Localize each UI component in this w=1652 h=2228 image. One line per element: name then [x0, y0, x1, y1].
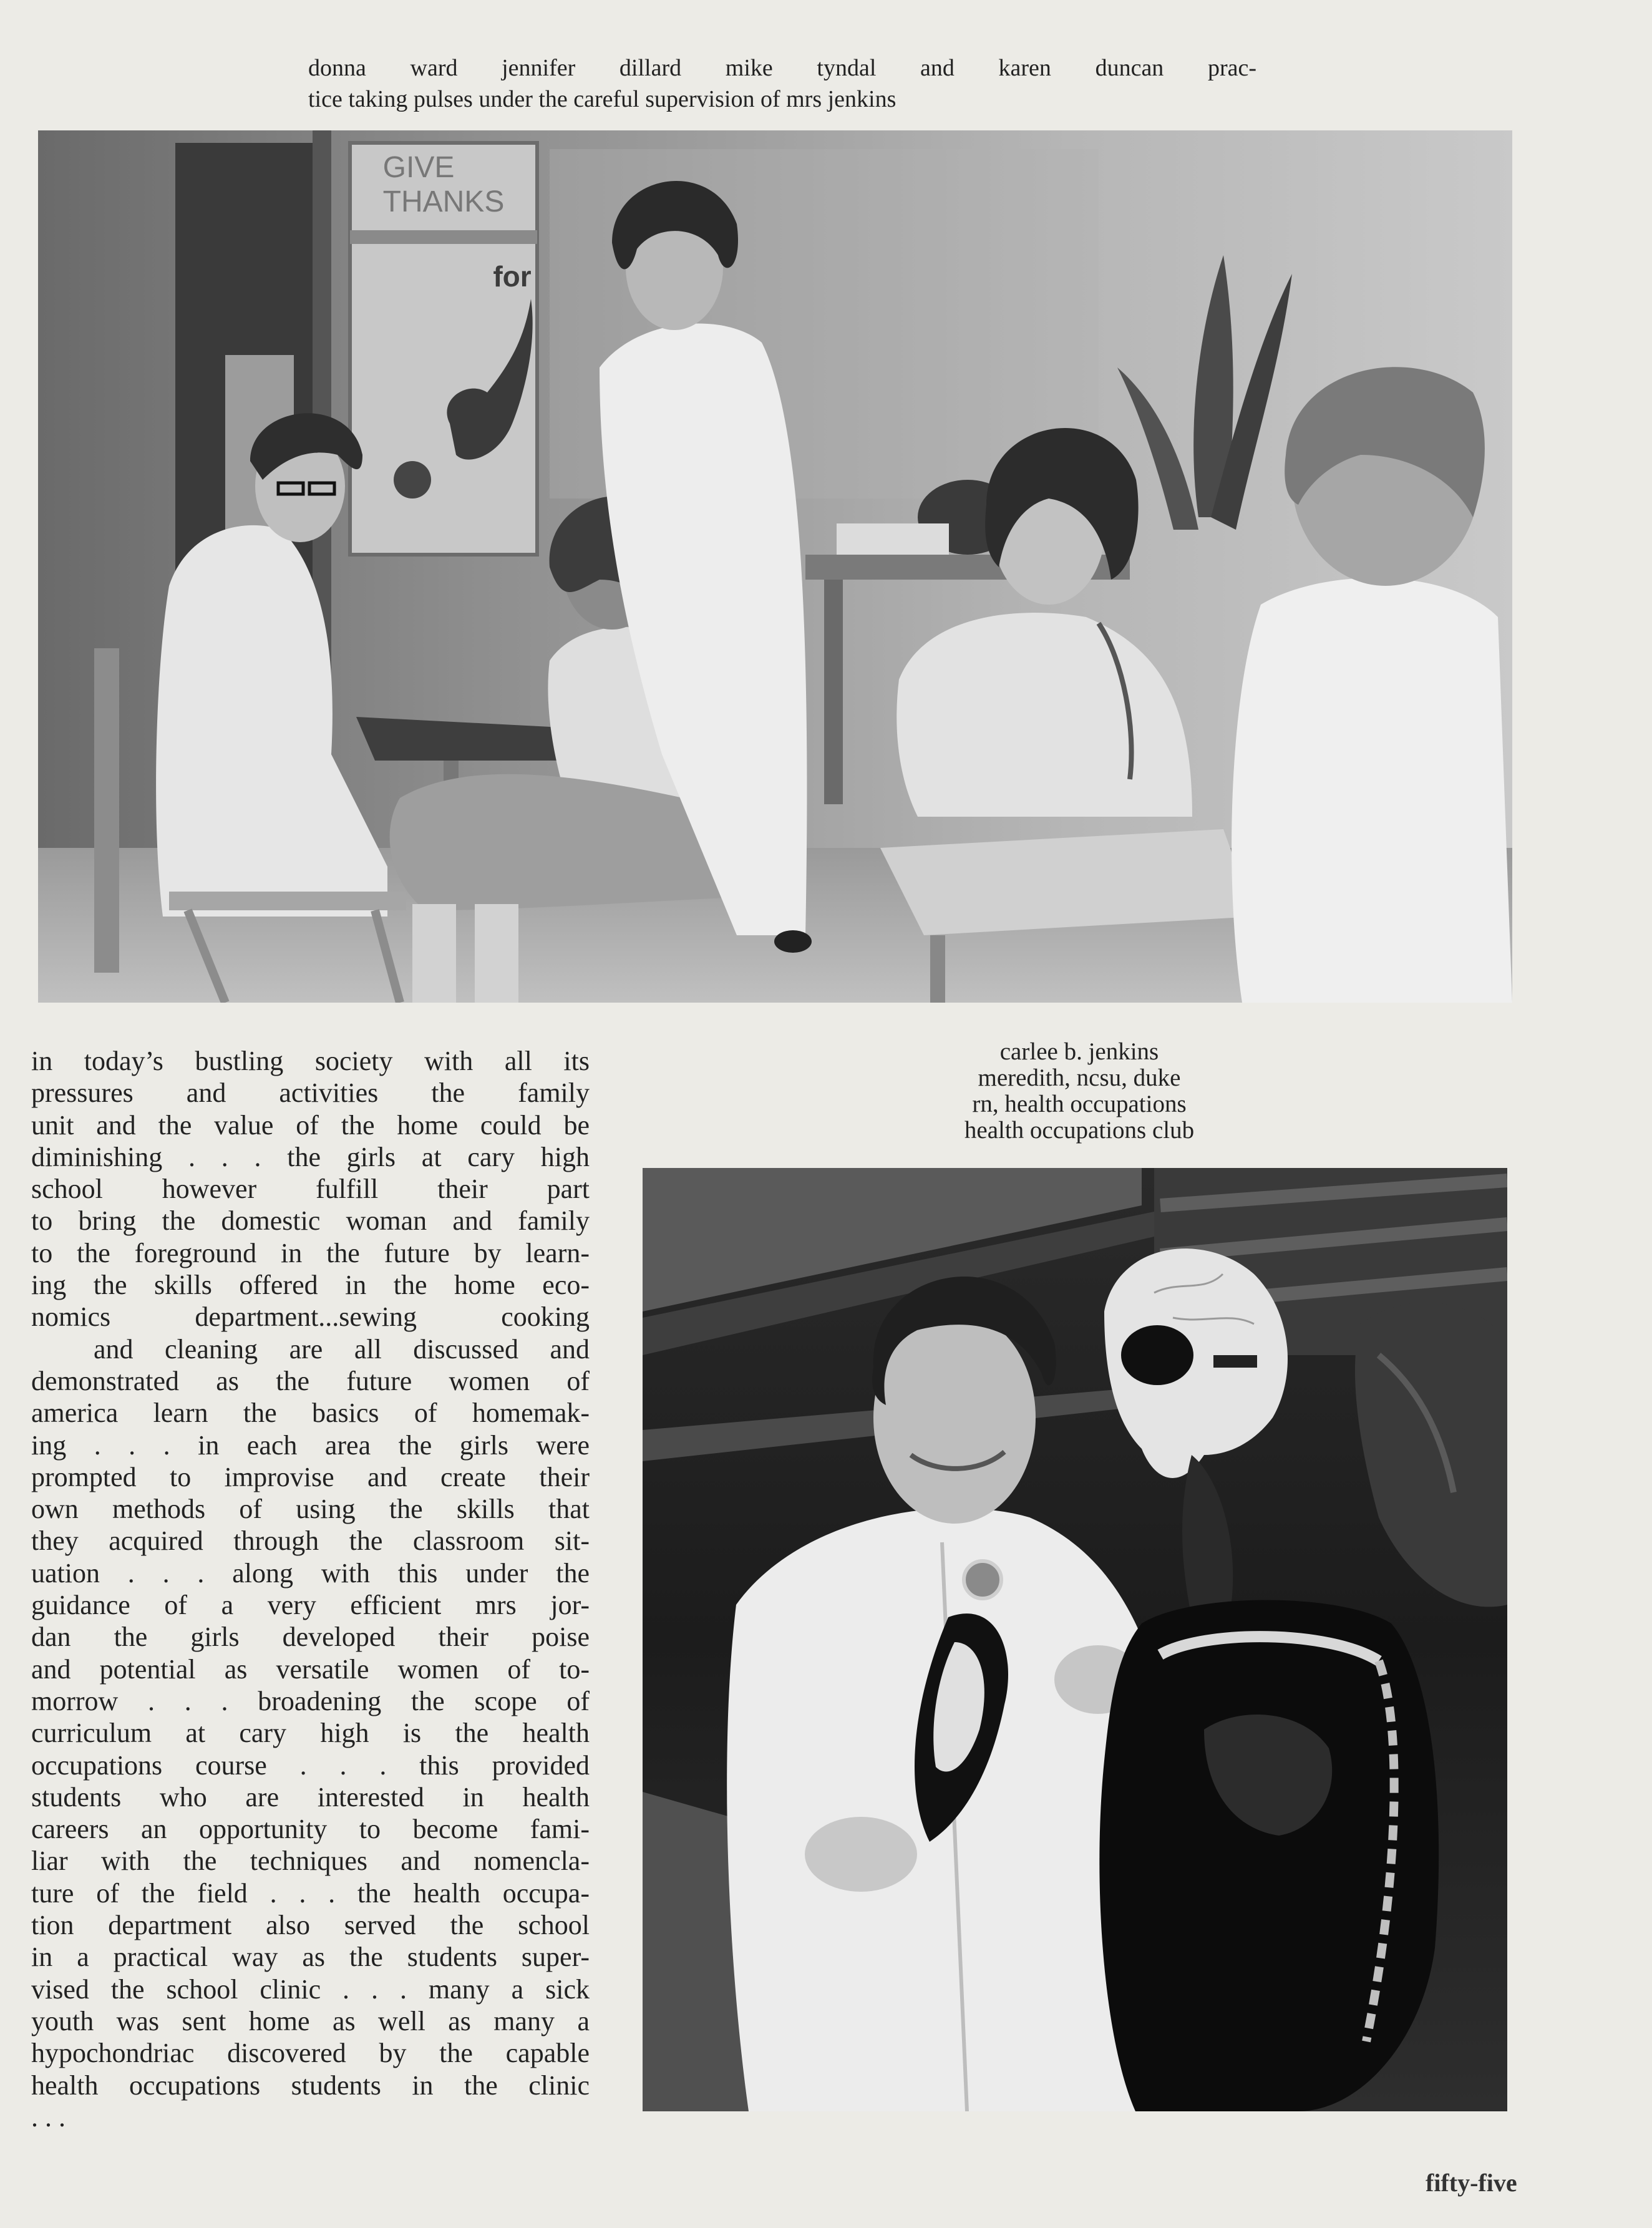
body-line: unit and the value of the home could be [31, 1109, 590, 1141]
top-caption-line-1: donna ward jennifer dillard mike tyndal and karen duncan prac- [308, 55, 1256, 81]
body-line: liar with the techniques and nomencla- [31, 1846, 590, 1877]
health-class-photo [38, 130, 1512, 1003]
body-line: ing the skills offered in the home eco- [31, 1270, 590, 1301]
body-line: prompted to improvise and create their [31, 1461, 590, 1492]
teacher-caption [861, 1039, 1298, 1144]
body-line: curriculum at cary high is the health [31, 1718, 590, 1749]
body-line: hypochondriac discovered by the capable [31, 2038, 590, 2069]
sign-text-give: GIVE [382, 151, 455, 184]
body-line: pressures and activities the family [31, 1078, 590, 1109]
body-line: ture of the field . . . the health occupa- [31, 1877, 590, 1909]
article-body [31, 1045, 590, 2133]
body-line: dan the girls developed their poise [31, 1622, 590, 1653]
body-line: vised the school clinic . . . many a sick [31, 1973, 590, 2005]
teacher-credentials: rn, health occupations [972, 1091, 1187, 1117]
body-line: school however fulfill their part [31, 1174, 590, 1205]
body-line: in a practical way as the students super- [31, 1942, 590, 1973]
teacher-club: health occupations club [964, 1117, 1195, 1144]
body-line: nomics department...sewing cooking [31, 1301, 590, 1333]
body-line: ing . . . in each area the girls were [31, 1429, 590, 1461]
body-line: youth was sent home as well as many a [31, 2005, 590, 2036]
body-line: and potential as versatile women of to- [31, 1653, 590, 1685]
top-photo-caption [308, 52, 1256, 115]
teacher-anatomy-model-photo [643, 1168, 1507, 2111]
body-line: own methods of using the skills that [31, 1494, 590, 1525]
page-number: fifty-five [1426, 2169, 1517, 2197]
body-line: they acquired through the classroom sit- [31, 1525, 590, 1557]
health-class-photo-drawing [38, 130, 1512, 1003]
body-line: uation . . . along with this under the [31, 1557, 590, 1588]
sign-text-thanks: THANKS [382, 185, 505, 218]
body-line: health occupations students in the clinic [31, 2070, 590, 2101]
body-line: in today’s bustling society with all its [31, 1046, 590, 1076]
body-line: careers an opportunity to become fami- [31, 1814, 590, 1845]
body-line: to the foreground in the future by learn- [31, 1237, 590, 1268]
body-line: to bring the domestic woman and family [31, 1205, 590, 1237]
teacher-schools: meredith, ncsu, duke [978, 1064, 1181, 1091]
body-line: students who are interested in health [31, 1781, 590, 1812]
body-line: guidance of a very efficient mrs jor- [31, 1590, 590, 1621]
body-line: occupations course . . . this provided [31, 1749, 590, 1781]
top-caption-line-2: tice taking pulses under the careful supervision of mrs jenkins [308, 86, 896, 112]
body-line: tion department also served the school [31, 1910, 590, 1941]
sign-text-for: for [493, 260, 532, 293]
body-line: . . . [31, 2101, 66, 2133]
body-line: america learn the basics of homemak- [31, 1398, 590, 1429]
body-line: demonstrated as the future women of [31, 1365, 590, 1396]
teacher-anatomy-model-drawing [643, 1168, 1507, 2111]
body-line: morrow . . . broadening the scope of [31, 1685, 590, 1716]
teacher-name: carlee b. jenkins [999, 1038, 1159, 1065]
body-line: and cleaning are all discussed and [94, 1333, 590, 1365]
body-line: diminishing . . . the girls at cary high [31, 1141, 590, 1172]
